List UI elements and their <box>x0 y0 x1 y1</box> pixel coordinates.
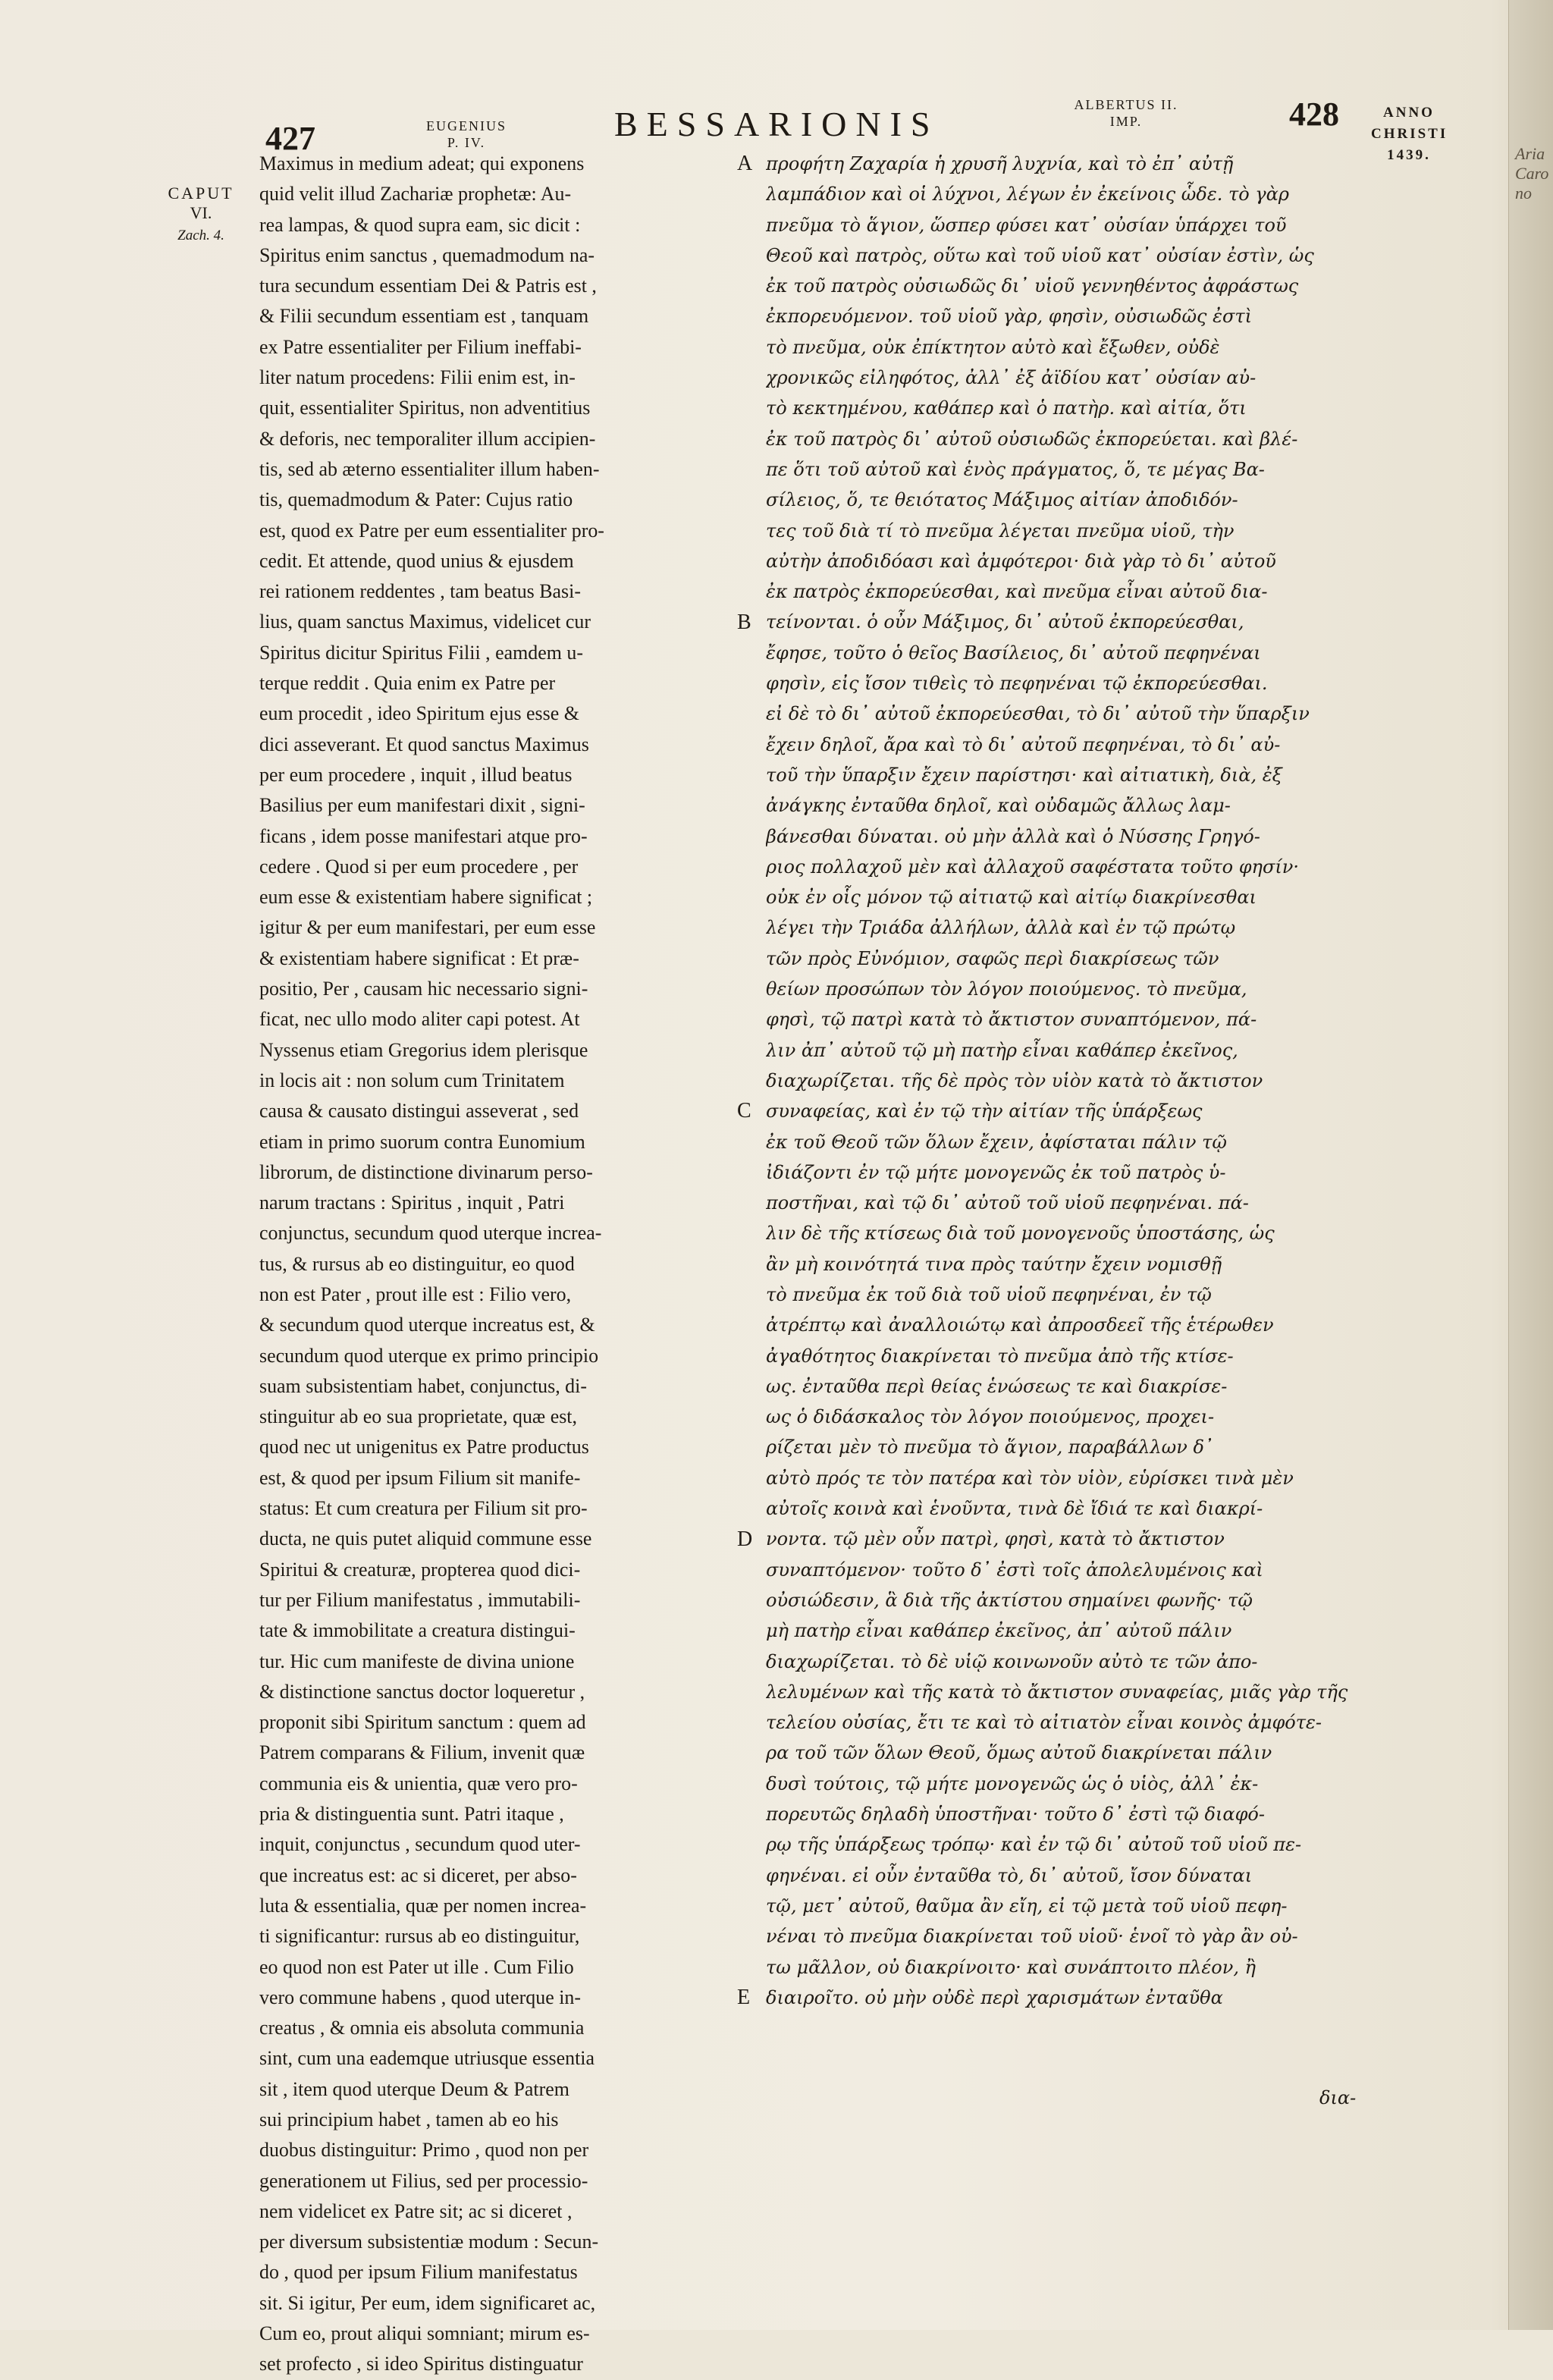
year-note-line3: 1439. <box>1387 147 1431 163</box>
latin-text-line: vero commune habens , quod uterque in- <box>259 1986 582 2008</box>
greek-text-line: τὸ κεκτημένου, καθάπερ καὶ ὁ πατὴρ. καὶ αἰτία, ὅτι <box>766 397 1247 419</box>
facing-page-fragment: Aria Caro no <box>1515 144 1549 203</box>
latin-text-line: tura secundum essentiam Dei & Patris est , <box>259 275 597 297</box>
greek-text-line: νοντα. τῷ μὲν οὖν πατρὶ, φησὶ, κατὰ τὸ ἄκτιστον <box>766 1528 1225 1550</box>
latin-text-line: & deforis, nec temporaliter illum accipien- <box>259 427 596 450</box>
latin-text-line: stinguitur ab eo sua proprietate, quæ est, <box>259 1405 577 1428</box>
greek-text-line: διαχωρίζεται. τὸ δὲ υἱῷ κοινωνοῦν αὐτὸ τε τῶν ἀπο- <box>766 1650 1258 1672</box>
latin-text-line: que increatus est: ac si diceret, per abso- <box>259 1863 577 1886</box>
left-header-note-line1: EUGENIUS <box>426 118 507 133</box>
latin-text-line: tate & immobilitate a creatura distingui- <box>259 1619 576 1642</box>
latin-text-line: tur. Hic cum manifeste de divina unione <box>259 1650 575 1672</box>
right-header-note <box>1062 96 1191 130</box>
greek-text-line: ἰδιάζοντι ἐν τῷ μήτε μονογενῶς ἐκ τοῦ πατρὸς ὑ- <box>766 1161 1226 1183</box>
greek-text-line: ἐκ τοῦ πατρὸς οὐσιωδῶς δι᾽ υἱοῦ γεννηθέντος ἀφράστως <box>766 275 1299 297</box>
greek-text-line: ἐκ τοῦ πατρὸς δι᾽ αὐτοῦ οὐσιωδῶς ἐκπορεύεται. καὶ βλέ- <box>766 428 1298 450</box>
greek-text-line: τελείου οὐσίας, ἔτι τε καὶ τὸ αἰτιατὸν εἶναι κοινὸς ἀμφότε- <box>766 1712 1322 1734</box>
right-page-number: 428 <box>1289 96 1339 133</box>
latin-text-line: set profecto , si ideo Spiritus distinguatur <box>259 2353 583 2375</box>
greek-text-line: βάνεσθαι δύναται. οὐ μὴν ἀλλὰ καὶ ὁ Νύσσης Γρηγό- <box>766 825 1260 847</box>
latin-text-line: ducta, ne quis putet aliquid commune esse <box>259 1528 592 1550</box>
latin-text-line: suam subsistentiam habet, conjunctus, di- <box>259 1374 587 1397</box>
scripture-reference: Zach. 4. <box>177 228 224 243</box>
latin-text-line: causa & causato distingui asseverat , sed <box>259 1100 579 1122</box>
latin-text-line: Basilius per eum manifestari dixit , signi- <box>259 794 585 817</box>
greek-text-line: διαχωρίζεται. τῆς δὲ πρὸς τὸν υἱὸν κατὰ τὸ ἄκτιστον <box>766 1069 1263 1091</box>
greek-text-line: τῶν πρὸς Εὐνόμιον, σαφῶς περὶ διακρίσεως τῶν <box>766 947 1219 969</box>
caput-label: CAPUT <box>168 184 234 203</box>
latin-text-line: Spiritus enim sanctus , quemadmodum na- <box>259 243 595 266</box>
greek-text-line: φησὶ, τῷ πατρὶ κατὰ τὸ ἄκτιστον συναπτόμενον, πά- <box>766 1009 1257 1031</box>
latin-text-line: positio, Per , causam hic necessario signi- <box>259 978 588 1000</box>
latin-text-line: cedit. Et attende, quod unius & ejusdem <box>259 549 574 572</box>
latin-text-line: liter natum procedens: Filii enim est, in- <box>259 366 576 389</box>
latin-text-line: in locis ait : non solum cum Trinitatem <box>259 1069 565 1091</box>
latin-text-line: conjunctus, secundum quod uterque increa- <box>259 1222 602 1245</box>
latin-text-line: eum procedit , ideo Spiritum ejus esse & <box>259 702 579 725</box>
greek-text-line: ρίζεται μὲν τὸ πνεῦμα τὸ ἅγιον, παραβάλλων δ᾽ <box>766 1436 1213 1458</box>
greek-text-line: ἐκ τοῦ Θεοῦ τῶν ὅλων ἔχειν, ἀφίσταται πάλιν τῷ <box>766 1131 1227 1153</box>
left-margin-notes <box>144 184 258 246</box>
latin-text-line: rei rationem reddentes , tam beatus Basi- <box>259 580 581 603</box>
greek-text-line: ρα τοῦ τῶν ὅλων Θεοῦ, ὅμως αὐτοῦ διακρίνεται πάλιν <box>766 1742 1272 1764</box>
section-letter: E <box>737 1986 751 2009</box>
latin-text-line: igitur & per eum manifestari, per eum esse <box>259 916 596 939</box>
latin-text-line: Spiritus dicitur Spiritus Filii , eamdem u- <box>259 641 583 664</box>
greek-text-line: ως. ἐνταῦθα περὶ θείας ἑνώσεως τε καὶ διακρίσε- <box>766 1375 1228 1397</box>
latin-text-line: secundum quod uterque ex primo principio <box>259 1344 599 1367</box>
left-header-note <box>413 118 519 151</box>
greek-text-line: οὐκ ἐν οἷς μόνον τῷ αἰτιατῷ καὶ αἰτίῳ διακρίνεσθαι <box>766 887 1257 909</box>
greek-text-line: ἀγαθότητος διακρίνεται τὸ πνεῦμα ἀπὸ τῆς κτίσε- <box>766 1345 1234 1367</box>
latin-text-line: Patrem comparans & Filium, invenit quæ <box>259 1741 585 1764</box>
latin-text-line: proponit sibi Spiritum sanctum : quem ad <box>259 1711 586 1734</box>
greek-text-line: τείνονται. ὁ οὖν Μάξιμος, δι᾽ αὐτοῦ ἐκπορεύεσθαι, <box>766 611 1244 633</box>
greek-text-line: τὸ πνεῦμα, οὐκ ἐπίκτητον αὐτὸ καὶ ἔξωθεν, οὐδὲ <box>766 336 1220 358</box>
latin-text-line: Cum eo, prout aliqui somniant; mirum es- <box>259 2322 590 2345</box>
greek-text-line: συναπτόμενον· τοῦτο δ᾽ ἐστὶ τοῖς ἀπολελυμένοις καὶ <box>766 1559 1263 1581</box>
latin-text-line: per diversum subsistentiæ modum : Secun- <box>259 2231 599 2253</box>
greek-text-line: ἐκ πατρὸς ἐκπορεύεσθαι, καὶ πνεῦμα εἶναι αὐτοῦ δια- <box>766 581 1268 603</box>
greek-text-line: τὸ πνεῦμα ἐκ τοῦ διὰ τοῦ υἱοῦ πεφηνέναι, ἐν τῷ <box>766 1283 1212 1305</box>
greek-text-line: πνεῦμα τὸ ἅγιον, ὥσπερ φύσει κατ᾽ οὐσίαν ὑπάρχει τοῦ <box>766 214 1287 236</box>
latin-text-line: luta & essentialia, quæ per nomen increa- <box>259 1894 587 1917</box>
latin-text-line: ficans , idem posse manifestari atque pro- <box>259 824 588 847</box>
latin-text-line: lius, quam sanctus Maximus, videlicet cur <box>259 611 591 633</box>
greek-text-line: ἀτρέπτῳ καὶ ἀναλλοιώτῳ καὶ ἀπροσδεεῖ τῆς ἑτέρωθεν <box>766 1314 1274 1336</box>
greek-text-line: τες τοῦ διὰ τί τὸ πνεῦμα λέγεται πνεῦμα υἱοῦ, τὴν <box>766 520 1235 542</box>
greek-text-line: ἂν μὴ κοινότητά τινα πρὸς ταύτην ἔχειν νομισθῇ <box>766 1253 1222 1275</box>
latin-text-line: Maximus in medium adeat; qui exponens <box>259 152 585 174</box>
greek-text-line: λαμπάδιον καὶ οἱ λύχνοι, λέγων ἐν ἐκείνοις ὧδε. τὸ γὰρ <box>766 184 1289 206</box>
latin-text-line: Spiritui & creaturæ, propterea quod dici- <box>259 1558 581 1581</box>
latin-text-line: quit, essentialiter Spiritus, non adventitius <box>259 397 591 419</box>
latin-text-line: dici asseverant. Et quod sanctus Maximus <box>259 733 589 755</box>
greek-text-line: πορευτῶς δηλαδὴ ὑποστῆναι· τοῦτο δ᾽ ἐστὶ τῷ διαφό- <box>766 1804 1265 1826</box>
greek-text-line: ριος πολλαχοῦ μὲν καὶ ἀλλαχοῦ σαφέστατα τοῦτο φησίν· <box>766 856 1299 878</box>
greek-text-line: τω μᾶλλον, οὐ διακρίνοιτο· καὶ συνάπτοιτο πλέον, ἢ <box>766 1956 1256 1978</box>
section-letter: A <box>737 152 753 175</box>
greek-text-line: φησὶν, εἰς ἴσον τιθεὶς τὸ πεφηνέναι τῷ ἐκπορεύεσθαι. <box>766 673 1268 695</box>
latin-text-line: Nyssenus etiam Gregorius idem plerisque <box>259 1038 588 1061</box>
left-page-number: 427 <box>265 120 315 157</box>
latin-text-line: terque reddit . Quia enim ex Patre per <box>259 672 556 695</box>
greek-text-line: οὐσιώδεσιν, ἃ διὰ τῆς ἀκτίστου σημαίνει φωνῆς· τῷ <box>766 1589 1253 1611</box>
facing-page-edge <box>1508 0 1553 2330</box>
greek-text-line: θείων προσώπων τὸν λόγον ποιούμενος. τὸ πνεῦμα, <box>766 978 1247 1000</box>
greek-text-line: Θεοῦ καὶ πατρὸς, οὕτω καὶ τοῦ υἱοῦ κατ᾽ οὐσίαν ἐστὶν, ὡς <box>766 244 1314 266</box>
latin-text-line: sit , item quod uterque Deum & Patrem <box>259 2077 569 2100</box>
greek-text-line: ἔχειν δηλοῖ, ἄρα καὶ τὸ δι᾽ αὐτοῦ πεφηνέναι, τὸ δι᾽ αὐ- <box>766 733 1281 755</box>
latin-text-line: & existentiam habere significat : Et præ- <box>259 947 579 969</box>
latin-text-line: quod nec ut unigenitus ex Patre productus <box>259 1436 589 1458</box>
greek-text-line: ἔφησε, τοῦτο ὁ θεῖος Βασίλειος, δι᾽ αὐτοῦ πεφηνέναι <box>766 642 1261 664</box>
greek-text-line: φηνέναι. εἰ οὖν ἐνταῦθα τὸ, δι᾽ αὐτοῦ, ἴσον δύναται <box>766 1864 1253 1886</box>
latin-text-line: librorum, de distinctione divinarum perso- <box>259 1160 593 1183</box>
latin-text-line: est, quod ex Patre per eum essentialiter pro- <box>259 519 604 542</box>
latin-text-line: creatus , & omnia eis absoluta communia <box>259 2017 585 2039</box>
greek-text-line: λιν ἀπ᾽ αὐτοῦ τῷ μὴ πατὴρ εἶναι καθάπερ ἐκεῖνος, <box>766 1039 1238 1061</box>
greek-text-line: λιν δὲ τῆς κτίσεως διὰ τοῦ μονογενοῦς ὑποστάσης, ὡς <box>766 1223 1275 1245</box>
latin-text-line: & Filii secundum essentiam est , tanquam <box>259 305 589 328</box>
greek-text-line: αὐτὴν ἀποδιδόασι καὶ ἀμφότεροι· διὰ γὰρ τὸ δι᾽ αὐτοῦ <box>766 550 1276 572</box>
latin-text-line: eo quod non est Pater ut ille . Cum Filio <box>259 1955 574 1978</box>
latin-text-line: status: Et cum creatura per Filium sit pro- <box>259 1497 588 1520</box>
greek-text-line: πε ὅτι τοῦ αὐτοῦ καὶ ἑνὸς πράγματος, ὅ, τε μέγας Βα- <box>766 458 1265 480</box>
greek-text-line: μὴ πατὴρ εἶναι καθάπερ ἐκεῖνος, ἀπ᾽ αὐτοῦ πάλιν <box>766 1620 1232 1642</box>
greek-text-line: τοῦ τὴν ὕπαρξιν ἔχειν παρίστησι· καὶ αἰτιατικὴ, διὰ, ἐξ <box>766 764 1282 786</box>
latin-text-line: etiam in primo suorum contra Eunomium <box>259 1130 585 1153</box>
latin-text-line: do , quod per ipsum Filium manifestatus <box>259 2261 578 2284</box>
latin-text-line: tur per Filium manifestatus , immutabili- <box>259 1588 581 1611</box>
latin-text-line: sit. Si igitur, Per eum, idem significaret ac, <box>259 2291 596 2314</box>
greek-text-line: συναφείας, καὶ ἐν τῷ τὴν αἰτίαν τῆς ὑπάρξεως <box>766 1101 1203 1122</box>
greek-text-line: νέναι τὸ πνεῦμα διακρίνεται τοῦ υἱοῦ· ἑνοῖ τὸ γὰρ ἂν οὐ- <box>766 1926 1298 1948</box>
greek-text-line: τῷ, μετ᾽ αὐτοῦ, θαῦμα ἂν εἴη, εἰ τῷ μετὰ τοῦ υἱοῦ πεφη- <box>766 1895 1288 1917</box>
latin-text-line: narum tractans : Spiritus , inquit , Patri <box>259 1192 565 1214</box>
greek-text-line: διαιροῖτο. οὐ μὴν οὐδὲ περὶ χαρισμάτων ἐνταῦθα <box>766 1986 1223 2008</box>
greek-text-line: λελυμένων καὶ τῆς κατὰ τὸ ἄκτιστον συναφείας, μιᾶς γὰρ τῆς <box>766 1681 1348 1703</box>
greek-text-line: ρῳ τῆς ὑπάρξεως τρόπῳ· καὶ ἐν τῷ δι᾽ αὐτοῦ τοῦ υἱοῦ πε- <box>766 1834 1302 1856</box>
latin-text-line: communia eis & unientia, quæ vero pro- <box>259 1772 578 1794</box>
greek-text-line: λέγει τὴν Τριάδα ἀλλήλων, ἀλλὰ καὶ ἐν τῷ πρώτῳ <box>766 917 1236 939</box>
latin-text-line: tis, quemadmodum & Pater: Cujus ratio <box>259 488 573 511</box>
latin-text-line: eum esse & existentiam habere significat ; <box>259 886 593 909</box>
greek-text-line: αὐτοῖς κοινὰ καὶ ἑνοῦντα, τινὰ δὲ ἴδιά τε καὶ διακρί- <box>766 1498 1263 1520</box>
latin-text-line: cedere . Quod si per eum procedere , per <box>259 855 579 878</box>
greek-text-line: χρονικῶς εἰληφότος, ἀλλ᾽ ἐξ ἀϊδίου κατ᾽ οὐσίαν αὐ- <box>766 367 1257 389</box>
caput-number: VI. <box>190 203 212 222</box>
greek-column <box>766 149 1388 2013</box>
latin-text-line: est, & quod per ipsum Filium sit manife- <box>259 1466 581 1489</box>
greek-text-line: ποστῆναι, καὶ τῷ δι᾽ αὐτοῦ τοῦ υἱοῦ πεφηνέναι. πά- <box>766 1192 1249 1214</box>
greek-text-line: ἀνάγκης ἐνταῦθα δηλοῖ, καὶ οὐδαμῶς ἄλλως λαμ- <box>766 795 1231 817</box>
greek-text-line: εἰ δὲ τὸ δι᾽ αὐτοῦ ἐκπορεύεσθαι, τὸ δι᾽ αὐτοῦ τὴν ὕπαρξιν <box>766 703 1310 725</box>
greek-text-line: δυσὶ τούτοις, τῷ μήτε μονογενῶς ὡς ὁ υἱὸς, ἀλλ᾽ ἐκ- <box>766 1772 1259 1794</box>
latin-text-line: ficat, nec ullo modo aliter capi potest. At <box>259 1008 580 1031</box>
latin-column <box>259 149 729 2380</box>
latin-text-line: sint, cum una eademque utriusque essentia <box>259 2047 595 2070</box>
running-title: BESSARIONIS <box>614 105 940 143</box>
latin-text-line: nem videlicet ex Patre sit; ac si diceret , <box>259 2199 573 2222</box>
latin-text-line: & secundum quod uterque increatus est, & <box>259 1314 595 1336</box>
right-header-note-line2: IMP. <box>1109 114 1143 129</box>
greek-text-line: ως ὁ διδάσκαλος τὸν λόγον ποιούμενος, προχει- <box>766 1406 1215 1428</box>
latin-text-line: non est Pater , prout ille est : Filio vero, <box>259 1283 572 1305</box>
section-letter: B <box>737 610 751 634</box>
greek-text-line: σίλειος, ὅ, τε θειότατος Μάξιμος αἰτίαν ἀποδιδόν- <box>766 489 1238 511</box>
right-header-note-line1: ALBERTUS II. <box>1074 97 1178 112</box>
latin-text-line: tus, & rursus ab eo distinguitur, eo quod <box>259 1252 575 1275</box>
catchword: δια- <box>1319 2087 1357 2108</box>
latin-text-line: inquit, conjunctus , secundum quod uter- <box>259 1833 581 1856</box>
latin-text-line: tis, sed ab æterno essentialiter illum haben- <box>259 457 600 480</box>
greek-text-line: αὐτὸ πρός τε τὸν πατέρα καὶ τὸν υἱὸν, εὑρίσκει τινὰ μὲν <box>766 1467 1294 1489</box>
left-header-note-line2: P. IV. <box>447 135 486 150</box>
latin-text-line: generationem ut Filius, sed per processio- <box>259 2169 588 2192</box>
section-letter: D <box>737 1527 753 1551</box>
latin-text-line: ex Patre essentialiter per Filium ineffabi- <box>259 335 582 358</box>
latin-text-line: rea lampas, & quod supra eam, sic dicit : <box>259 213 581 236</box>
year-note-line2: CHRISTI <box>1371 126 1448 142</box>
latin-text-line: ti significantur: rursus ab eo distinguitur, <box>259 1925 580 1948</box>
greek-text-line: προφήτη Ζαχαρία ἡ χρυσῆ λυχνία, καὶ τὸ ἐπ᾽ αὐτῇ <box>766 153 1234 174</box>
latin-text-line: quid velit illud Zachariæ prophetæ: Au- <box>259 183 572 206</box>
latin-text-line: & distinctione sanctus doctor loqueretur , <box>259 1680 585 1703</box>
latin-text-line: per eum procedere , inquit , illud beatus <box>259 763 573 786</box>
greek-text-line: ἐκπορευόμενον. τοῦ υἱοῦ γὰρ, φησὶν, οὐσιωδῶς ἐστὶ <box>766 306 1253 328</box>
year-note-line1: ANNO <box>1383 105 1435 121</box>
latin-text-line: sui principium habet , tamen ab eo his <box>259 2108 559 2130</box>
latin-text-line: duobus distinguitur: Primo , quod non per <box>259 2139 589 2162</box>
section-letter: C <box>737 1099 751 1123</box>
latin-text-line: pria & distinguentia sunt. Patri itaque , <box>259 1803 564 1826</box>
